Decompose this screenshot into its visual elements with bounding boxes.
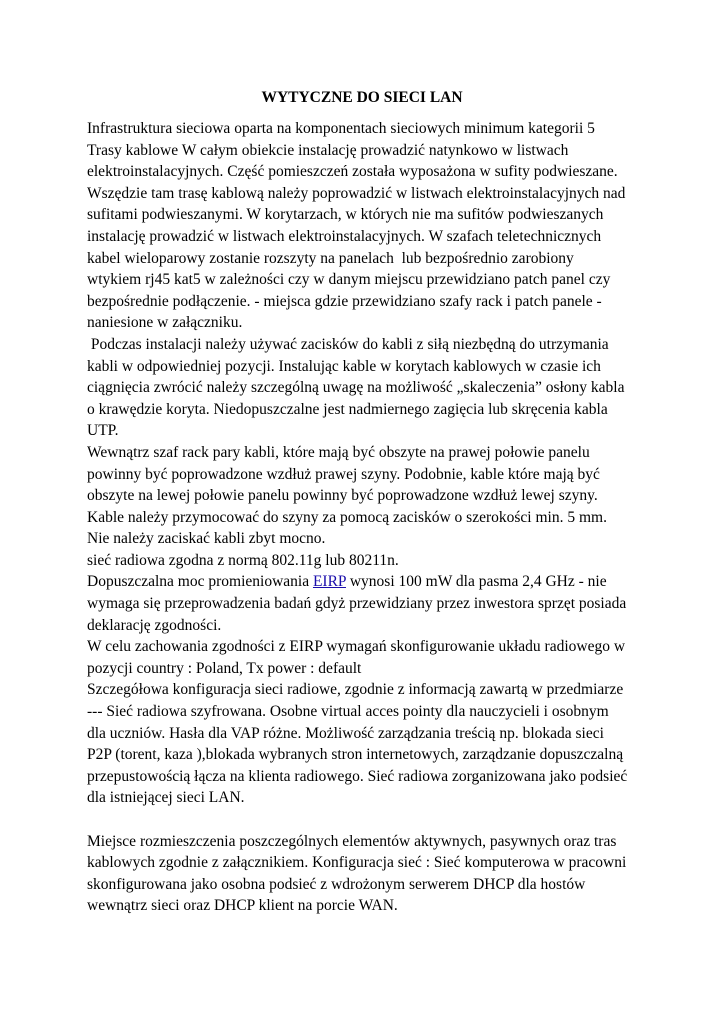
text-line: kablowych zgodnie z załącznikiem. Konfiguracja sieć : Sieć komputerowa w pracowni: [87, 854, 627, 872]
text-line: wymaga się przeprowadzenia badań gdyż przewidziany przez inwestora sprzęt posiada: [87, 595, 627, 613]
text-line: kabel wieloparowy zostanie rozszyty na panelach lub bezpośrednio zarobiony: [87, 249, 574, 267]
text-line: Infrastruktura sieciowa oparta na komponentach sieciowych minimum kategorii 5: [87, 120, 595, 137]
text-line: dla istniejącej sieci LAN.: [87, 789, 245, 807]
document-title: WYTYCZNE DO SIECI LAN: [261, 89, 463, 106]
text-line: o krawędzie koryta. Niedopuszczalne jest nadmiernego zagięcia lub skręcenia kabla: [87, 400, 608, 418]
eirp-link[interactable]: EIRP: [312, 573, 346, 591]
text-line: kabli w odpowiedniej pozycji. Instalując kable w korytach kablowych w czasie ich: [87, 357, 601, 375]
document-body: [87, 118, 647, 917]
text-line: przepustowością łącza na klienta radiowego. Sieć radiowa zorganizowana jako podsieć: [87, 767, 628, 785]
text-line: ciągnięcia zwrócić należy szczególną uwagę na możliwość „skaleczenia” osłony kabla: [87, 379, 625, 397]
text-line: Nie należy zaciskać kabli zbyt mocno.: [87, 530, 326, 548]
paragraph-gap: [87, 809, 647, 831]
text-line: W celu zachowania zgodności z EIRP wymagań skonfigurowanie układu radiowego w: [87, 638, 626, 656]
text-line: sieć radiowa zgodna z normą 802.11g lub 80211n.: [87, 551, 399, 569]
text-line: deklarację zgodności.: [87, 616, 222, 634]
text-line: P2P (torent, kaza ),blokada wybranych stron internetowych, zarządzanie dopuszczalną: [87, 746, 624, 764]
text-line: dla uczniów. Hasła dla VAP różne. Możliwość zarządzania treścią np. blokada sieci: [87, 724, 604, 742]
text-line: instalację prowadzić w listwach elektroinstalacyjnych. W szafach teletechnicznych: [87, 227, 602, 245]
text-line: Szczegółowa konfiguracja sieci radiowe, zgodnie z informacją zawartą w przedmiarze: [87, 681, 624, 699]
text-line: Wewnątrz szaf rack pary kabli, które mają być obszyte na prawej połowie panelu: [87, 443, 590, 461]
eirp-line-before: Dopuszczalna moc promieniowania: [87, 573, 313, 591]
text-line: elektroinstalacyjnych. Część pomieszczeń została wyposażona w sufity podwieszane.: [87, 163, 618, 181]
text-line: powinny być poprowadzone wzdłuż prawej szyny. Podobnie, kable które mają być: [87, 465, 600, 483]
paragraph-block-1: [87, 118, 647, 809]
text-line: pozycji country : Poland, Tx power : default: [87, 659, 362, 677]
paragraph-block-3: [87, 831, 647, 917]
text-line: Trasy kablowe W całym obiekcie instalację prowadzić natynkowo w listwach: [87, 141, 569, 159]
text-line: wewnątrz sieci oraz DHCP klient na porcie WAN.: [87, 897, 398, 915]
eirp-line: [87, 571, 647, 593]
text-line: Podczas instalacji należy używać zacisków do kabli z siłą niezbędną do utrzymania: [87, 335, 609, 353]
text-line: wtykiem rj45 kat5 w zależności czy w danym miejscu przewidziano patch panel czy: [87, 271, 611, 289]
eirp-line-after: wynosi 100 mW dla pasma 2,4 GHz - nie: [345, 573, 607, 591]
text-line: Miejsce rozmieszczenia poszczególnych elementów aktywnych, pasywnych oraz tras: [87, 832, 617, 850]
text-line: skonfigurowana jako osobna podsieć z wdrożonym serwerem DHCP dla hostów: [87, 875, 586, 893]
text-line: sufitami podwieszanymi. W korytarzach, w których nie ma sufitów podwieszanych: [87, 206, 604, 224]
text-line: obszyte na lewej połowie panelu powinny być poprowadzone wzdłuż lewej szyny.: [87, 487, 598, 505]
text-line: naniesione w załączniku.: [87, 314, 243, 332]
text-line: UTP.: [87, 422, 119, 440]
text-line: Wszędzie tam trasę kablową należy poprowadzić w listwach elektroinstalacyjnych nad: [87, 184, 626, 202]
text-line: bezpośrednie podłączenie. - miejsca gdzie przewidziano szafy rack i patch panele -: [87, 292, 602, 310]
text-line: --- Sieć radiowa szyfrowana. Osobne virtual acces pointy dla nauczycieli i osobnym: [87, 703, 609, 721]
text-line: Kable należy przymocować do szyny za pomocą zacisków o szerokości min. 5 mm.: [87, 508, 607, 526]
